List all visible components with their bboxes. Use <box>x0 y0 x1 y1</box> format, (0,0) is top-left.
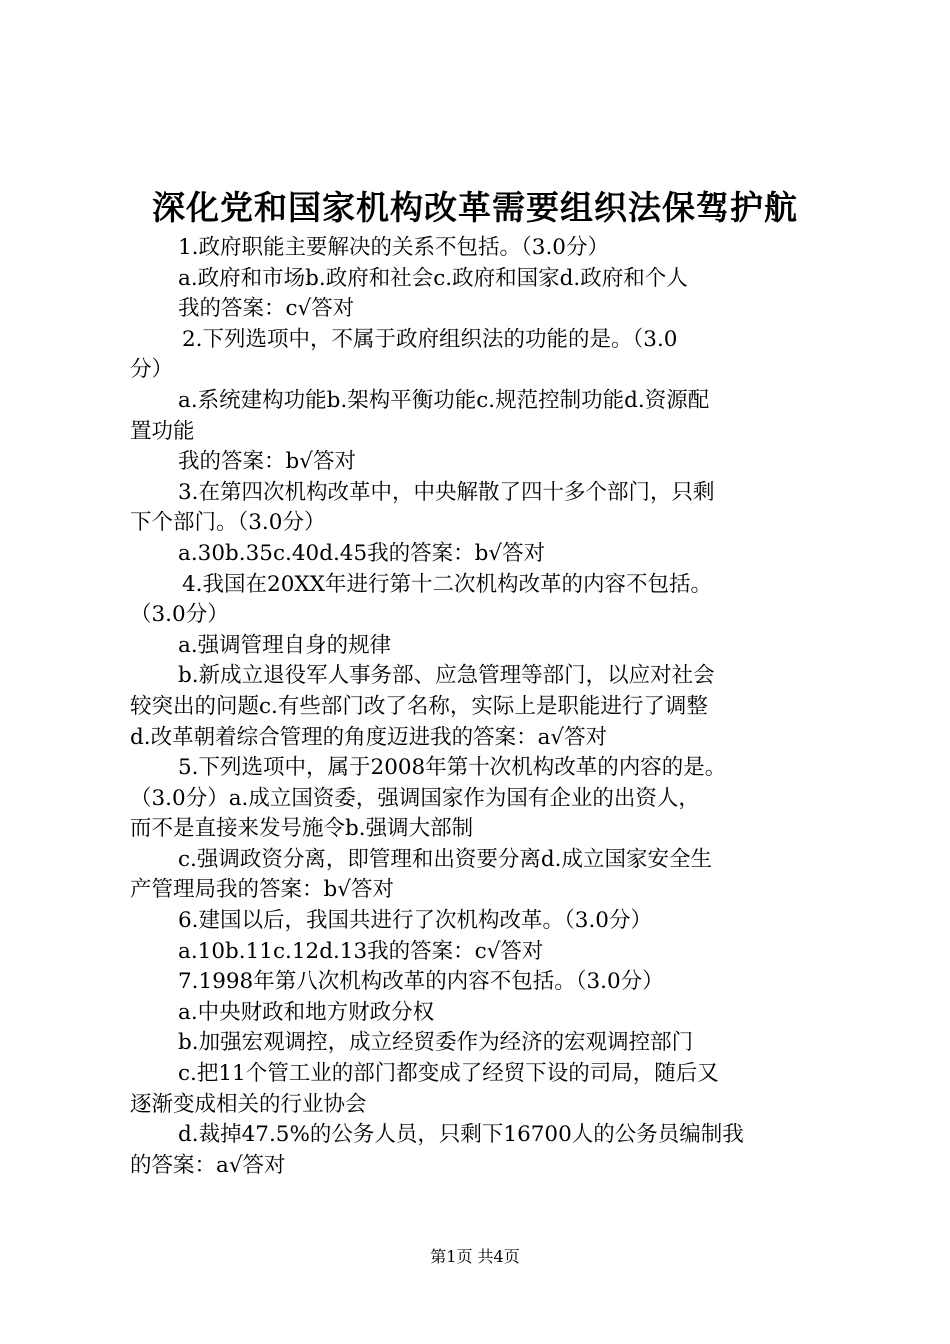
text-line: d.改革朝着综合管理的角度迈进我的答案：a√答对 <box>130 724 608 750</box>
text-line: 1.政府职能主要解决的关系不包括。（3.0分） <box>178 235 609 260</box>
text-line: a.强调管理自身的规律 <box>178 632 392 658</box>
text-line: 的答案：a√答对 <box>130 1152 286 1178</box>
text-line: 5.下列选项中，属于2008年第十次机构改革的内容的是。 <box>178 755 727 781</box>
text-line: 4.我国在20XX年进行第十二次机构改革的内容不包括。 <box>182 571 712 597</box>
text-line: 6.建国以后，我国共进行了次机构改革。（3.0分） <box>178 908 652 934</box>
text-line: 下个部门。（3.0分） <box>130 510 326 536</box>
text-line: 我的答案：b√答对 <box>178 449 356 475</box>
document-title: 深化党和国家机构改革需要组织法保驾护航 <box>152 188 798 227</box>
text-line: 我的答案：c√答对 <box>178 296 355 322</box>
text-line: d.裁掉47.5%的公务人员，只剩下16700人的公务员编制我 <box>178 1122 744 1148</box>
page-number: 第1页 共4页 <box>430 1247 520 1266</box>
text-line: 7.1998年第八次机构改革的内容不包括。（3.0分） <box>178 969 664 995</box>
text-line: 逐渐变成相关的行业协会 <box>130 1091 367 1117</box>
text-line: a.10b.11c.12d.13我的答案：c√答对 <box>178 938 544 964</box>
text-line: c.把11个管工业的部门都变成了经贸下设的司局，随后又 <box>178 1061 719 1087</box>
text-line: （3.0分）a.成立国资委，强调国家作为国有企业的出资人， <box>130 785 700 811</box>
text-line: a.政府和市场b.政府和社会c.政府和国家d.政府和个人 <box>178 265 688 291</box>
text-line: a.系统建构功能b.架构平衡功能c.规范控制功能d.资源配 <box>178 387 710 413</box>
text-line: b.加强宏观调控，成立经贸委作为经济的宏观调控部门 <box>178 1030 694 1056</box>
text-line: 分） <box>130 357 174 383</box>
text-line: b.新成立退役军人事务部、应急管理等部门，以应对社会 <box>178 663 715 689</box>
text-line: 2.下列选项中，不属于政府组织法的功能的是。（3.0 <box>182 326 678 352</box>
text-line: a.中央财政和地方财政分权 <box>178 999 435 1025</box>
document-body <box>130 233 832 1181</box>
text-line: （3.0分） <box>130 602 229 628</box>
text-line: 置功能 <box>130 418 195 444</box>
text-line: c.强调政资分离，即管理和出资要分离d.成立国家安全生 <box>178 846 712 872</box>
text-line: 产管理局我的答案：b√答对 <box>130 877 394 903</box>
text-line: a.30b.35c.40d.45我的答案：b√答对 <box>178 540 546 566</box>
text-line: 较突出的问题c.有些部门改了名称，实际上是职能进行了调整 <box>130 693 708 719</box>
text-line: 3.在第四次机构改革中，中央解散了四十多个部门，只剩 <box>178 479 715 505</box>
text-line: 而不是直接来发号施令b.强调大部制 <box>130 816 474 842</box>
